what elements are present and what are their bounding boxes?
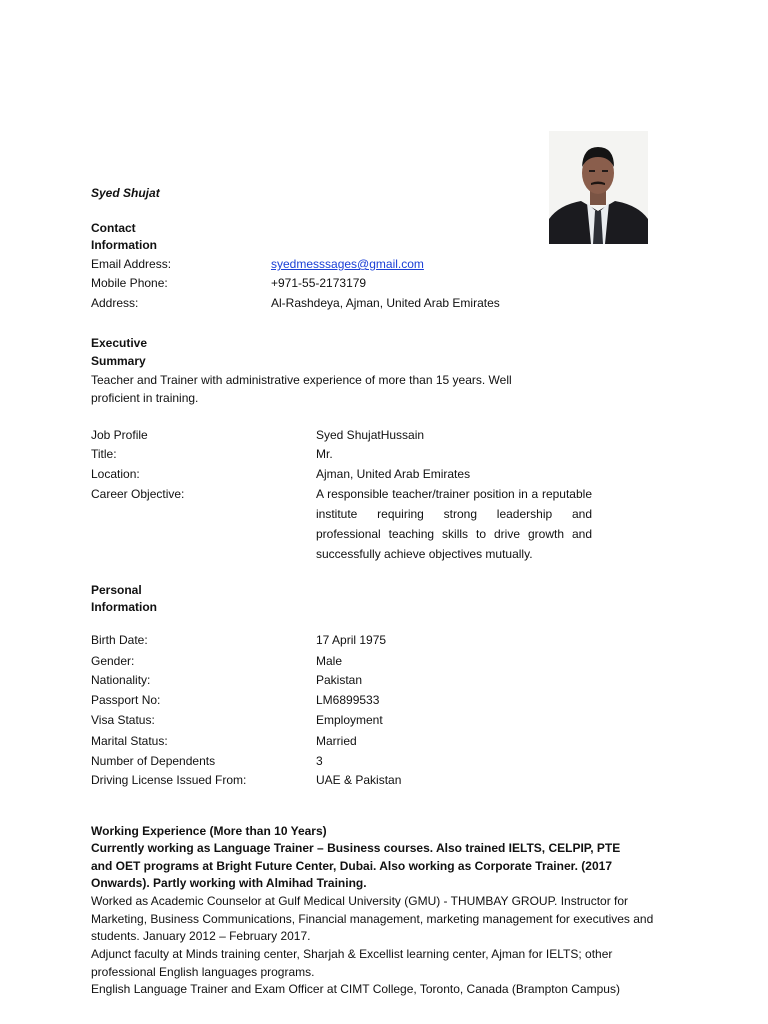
mobile-value: +971-55-2173179 (271, 276, 367, 290)
location-value: Ajman, United Arab Emirates (316, 467, 471, 481)
profile-photo (549, 131, 648, 244)
location-label: Location: (91, 467, 140, 481)
summary-text-line1: Teacher and Trainer with administrative experience of more than 15 years. Well (91, 373, 512, 387)
mobile-label: Mobile Phone: (91, 276, 168, 290)
title-label: Title: (91, 447, 117, 461)
nationality-label: Nationality: (91, 673, 151, 687)
marital-status-label: Marital Status: (91, 734, 168, 748)
career-objective-text: A responsible teacher/trainer position in a reputable institute requiring strong leadership and professional teaching skills to drive growth and successfully achieve objectives mutually. (316, 487, 592, 561)
email-link[interactable]: syedmesssages@gmail.com (271, 257, 424, 271)
address-value: Al-Rashdeya, Ajman, United Arab Emirates (271, 296, 500, 310)
career-objective-label: Career Objective: (91, 487, 185, 501)
birth-date-label: Birth Date: (91, 633, 148, 647)
dependents-value: 3 (316, 754, 323, 768)
title-value: Mr. (316, 447, 333, 461)
contact-heading-line1: Contact (91, 221, 136, 235)
visa-status-label: Visa Status: (91, 713, 155, 727)
job-profile-value: Syed ShujatHussain (316, 428, 425, 442)
passport-label: Passport No: (91, 693, 161, 707)
contact-heading-line2: Information (91, 238, 157, 252)
experience-heading: Working Experience (More than 10 Years) (91, 824, 327, 838)
experience-current: Currently working as Language Trainer – Business courses. Also trained IELTS, CELPIP, PTE and OET programs at Bright Future Center, Dubai. Also working as Corporate Trainer. (2017 Onwards). Partly working with Almihad Training. (91, 841, 621, 890)
birth-date-value: 17 April 1975 (316, 633, 387, 647)
summary-text-line2: proficient in training. (91, 391, 199, 405)
summary-heading-line2: Summary (91, 354, 146, 368)
gender-label: Gender: (91, 654, 135, 668)
candidate-name: Syed Shujat (91, 186, 160, 200)
address-label: Address: (91, 296, 139, 310)
gender-value: Male (316, 654, 343, 668)
nationality-value: Pakistan (316, 673, 363, 687)
dependents-label: Number of Dependents (91, 754, 216, 768)
marital-status-value: Married (316, 734, 357, 748)
personal-heading-line2: Information (91, 600, 157, 614)
passport-value: LM6899533 (316, 693, 380, 707)
driving-license-value: UAE & Pakistan (316, 773, 402, 787)
driving-license-label: Driving License Issued From: (91, 773, 247, 787)
summary-heading-line1: Executive (91, 336, 148, 350)
experience-cimt: English Language Trainer and Exam Officer at CIMT College, Toronto, Canada (Brampton Campus) (91, 982, 620, 996)
email-label: Email Address: (91, 257, 172, 271)
job-profile-label: Job Profile (91, 428, 148, 442)
personal-heading-line1: Personal (91, 583, 142, 597)
experience-adjunct: Adjunct faculty at Minds training center, Sharjah & Excellist learning center, Ajman for IELTS; other professional English languages programs. (91, 947, 613, 979)
experience-gmu: Worked as Academic Counselor at Gulf Medical University (GMU) - THUMBAY GROUP. Instructor for Marketing, Business Communications, Financial management, marketing management for executives and students. January 2012 – February 2017. (91, 894, 654, 943)
visa-status-value: Employment (316, 713, 383, 727)
